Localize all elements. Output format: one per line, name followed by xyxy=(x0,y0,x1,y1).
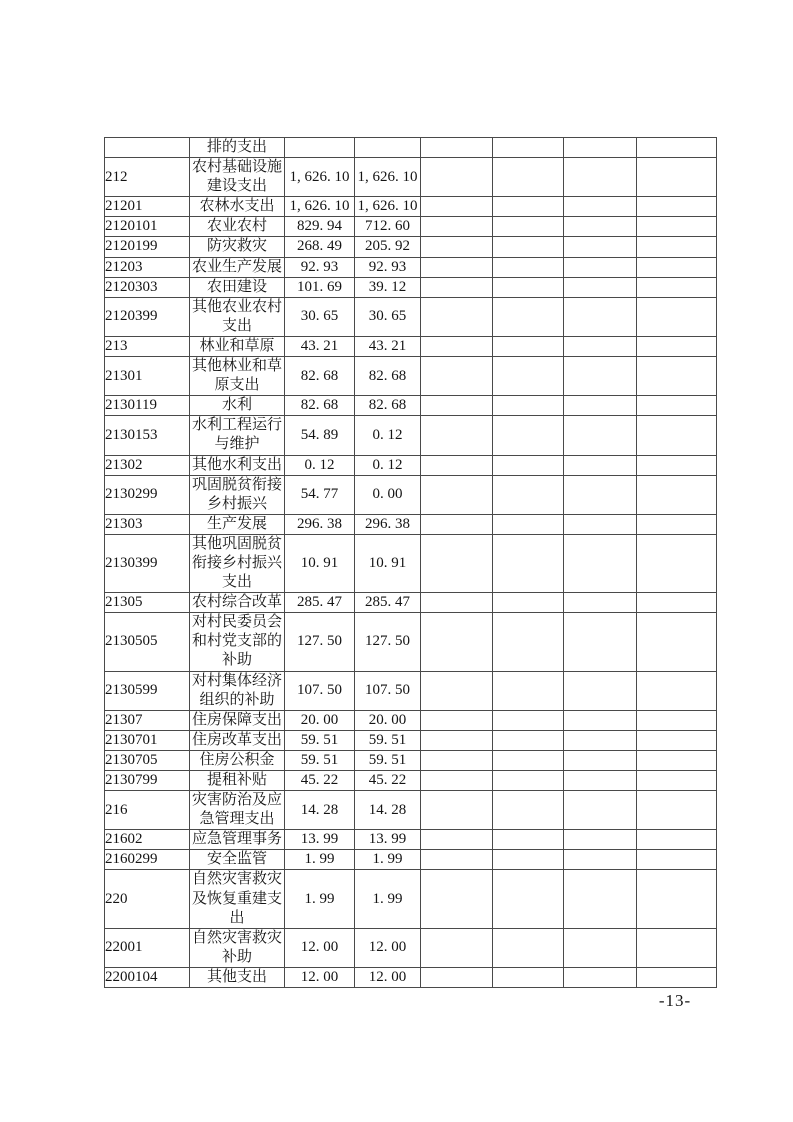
page-number: -13- xyxy=(658,991,692,1010)
budget-table xyxy=(104,137,717,988)
empty-cell xyxy=(493,514,564,534)
amount2-cell: 12. 00 xyxy=(355,967,421,987)
empty-cell xyxy=(421,534,493,592)
code-cell: 2130399 xyxy=(105,534,190,592)
empty-cell xyxy=(421,750,493,770)
empty-cell xyxy=(564,870,637,928)
empty-cell xyxy=(421,514,493,534)
empty-cell xyxy=(564,671,637,710)
empty-cell xyxy=(421,217,493,237)
code-cell: 2120399 xyxy=(105,297,190,336)
empty-cell xyxy=(564,514,637,534)
empty-cell xyxy=(421,158,493,197)
code-cell: 2130505 xyxy=(105,613,190,671)
empty-cell xyxy=(564,730,637,750)
table-row xyxy=(105,237,717,257)
table-row xyxy=(105,357,717,396)
amount2-cell xyxy=(355,138,421,158)
empty-cell xyxy=(421,593,493,613)
empty-cell xyxy=(493,671,564,710)
code-cell: 2130299 xyxy=(105,475,190,514)
amount2-cell: 285. 47 xyxy=(355,593,421,613)
amount1-cell: 13. 99 xyxy=(285,830,355,850)
table-row xyxy=(105,416,717,455)
empty-cell xyxy=(637,158,717,197)
empty-cell xyxy=(421,771,493,791)
amount1-cell: 12. 00 xyxy=(285,967,355,987)
table-row xyxy=(105,257,717,277)
empty-cell xyxy=(637,357,717,396)
amount1-cell: 14. 28 xyxy=(285,791,355,830)
empty-cell xyxy=(421,357,493,396)
empty-cell xyxy=(493,730,564,750)
name-cell: 其他巩固脱贫衔接乡村振兴支出 xyxy=(190,534,285,592)
name-cell: 其他林业和草原支出 xyxy=(190,357,285,396)
name-cell: 灾害防治及应急管理支出 xyxy=(190,791,285,830)
empty-cell xyxy=(564,850,637,870)
empty-cell xyxy=(564,297,637,336)
table-row xyxy=(105,710,717,730)
code-cell: 21602 xyxy=(105,830,190,850)
table-row xyxy=(105,771,717,791)
empty-cell xyxy=(493,830,564,850)
table-row xyxy=(105,730,717,750)
amount2-cell: 92. 93 xyxy=(355,257,421,277)
amount1-cell: 1, 626. 10 xyxy=(285,158,355,197)
name-cell: 防灾救灾 xyxy=(190,237,285,257)
empty-cell xyxy=(637,197,717,217)
amount1-cell: 285. 47 xyxy=(285,593,355,613)
code-cell: 21307 xyxy=(105,710,190,730)
name-cell: 农林水支出 xyxy=(190,197,285,217)
code-cell: 21305 xyxy=(105,593,190,613)
empty-cell xyxy=(637,455,717,475)
amount1-cell: 92. 93 xyxy=(285,257,355,277)
table-row xyxy=(105,870,717,928)
name-cell: 生产发展 xyxy=(190,514,285,534)
table-row xyxy=(105,455,717,475)
amount2-cell: 107. 50 xyxy=(355,671,421,710)
empty-cell xyxy=(564,357,637,396)
amount2-cell: 14. 28 xyxy=(355,791,421,830)
amount2-cell: 82. 68 xyxy=(355,396,421,416)
amount1-cell: 82. 68 xyxy=(285,396,355,416)
empty-cell xyxy=(564,791,637,830)
code-cell: 212 xyxy=(105,158,190,197)
amount1-cell: 45. 22 xyxy=(285,771,355,791)
amount2-cell: 59. 51 xyxy=(355,730,421,750)
code-cell: 2130705 xyxy=(105,750,190,770)
table-row xyxy=(105,197,717,217)
code-cell: 2160299 xyxy=(105,850,190,870)
table-row xyxy=(105,830,717,850)
empty-cell xyxy=(493,771,564,791)
empty-cell xyxy=(421,967,493,987)
amount2-cell: 45. 22 xyxy=(355,771,421,791)
amount2-cell: 12. 00 xyxy=(355,928,421,967)
empty-cell xyxy=(421,297,493,336)
empty-cell xyxy=(493,475,564,514)
table-row xyxy=(105,475,717,514)
name-cell: 农村综合改革 xyxy=(190,593,285,613)
empty-cell xyxy=(493,257,564,277)
empty-cell xyxy=(421,710,493,730)
name-cell: 住房公积金 xyxy=(190,750,285,770)
empty-cell xyxy=(637,217,717,237)
empty-cell xyxy=(564,158,637,197)
code-cell: 2130153 xyxy=(105,416,190,455)
code-cell: 21203 xyxy=(105,257,190,277)
table-row xyxy=(105,277,717,297)
name-cell: 水利工程运行与维护 xyxy=(190,416,285,455)
amount1-cell: 59. 51 xyxy=(285,730,355,750)
table-row xyxy=(105,850,717,870)
empty-cell xyxy=(637,730,717,750)
empty-cell xyxy=(493,217,564,237)
amount1-cell: 20. 00 xyxy=(285,710,355,730)
name-cell: 其他农业农村支出 xyxy=(190,297,285,336)
code-cell: 22001 xyxy=(105,928,190,967)
amount2-cell: 1, 626. 10 xyxy=(355,158,421,197)
code-cell: 2130119 xyxy=(105,396,190,416)
empty-cell xyxy=(564,967,637,987)
name-cell: 自然灾害救灾及恢复重建支出 xyxy=(190,870,285,928)
empty-cell xyxy=(637,671,717,710)
code-cell: 220 xyxy=(105,870,190,928)
empty-cell xyxy=(637,534,717,592)
empty-cell xyxy=(564,336,637,356)
empty-cell xyxy=(493,967,564,987)
amount1-cell: 1. 99 xyxy=(285,850,355,870)
empty-cell xyxy=(493,416,564,455)
name-cell: 巩固脱贫衔接乡村振兴 xyxy=(190,475,285,514)
code-cell: 21302 xyxy=(105,455,190,475)
empty-cell xyxy=(637,277,717,297)
table-row xyxy=(105,613,717,671)
empty-cell xyxy=(493,593,564,613)
budget-table-body xyxy=(105,138,717,988)
code-cell: 2130799 xyxy=(105,771,190,791)
amount2-cell: 0. 12 xyxy=(355,455,421,475)
amount2-cell: 1. 99 xyxy=(355,850,421,870)
table-row xyxy=(105,138,717,158)
empty-cell xyxy=(564,475,637,514)
code-cell: 21301 xyxy=(105,357,190,396)
amount1-cell: 829. 94 xyxy=(285,217,355,237)
amount2-cell: 39. 12 xyxy=(355,277,421,297)
empty-cell xyxy=(637,870,717,928)
table-row xyxy=(105,396,717,416)
amount2-cell: 20. 00 xyxy=(355,710,421,730)
empty-cell xyxy=(637,297,717,336)
empty-cell xyxy=(564,396,637,416)
name-cell: 对村民委员会和村党支部的补助 xyxy=(190,613,285,671)
empty-cell xyxy=(564,237,637,257)
empty-cell xyxy=(493,158,564,197)
amount2-cell: 82. 68 xyxy=(355,357,421,396)
name-cell: 安全监管 xyxy=(190,850,285,870)
name-cell: 提租补贴 xyxy=(190,771,285,791)
amount1-cell: 101. 69 xyxy=(285,277,355,297)
empty-cell xyxy=(637,396,717,416)
code-cell xyxy=(105,138,190,158)
table-row xyxy=(105,928,717,967)
amount1-cell xyxy=(285,138,355,158)
empty-cell xyxy=(493,534,564,592)
empty-cell xyxy=(493,710,564,730)
empty-cell xyxy=(493,850,564,870)
amount1-cell: 127. 50 xyxy=(285,613,355,671)
empty-cell xyxy=(637,257,717,277)
name-cell: 农业生产发展 xyxy=(190,257,285,277)
empty-cell xyxy=(493,928,564,967)
empty-cell xyxy=(564,750,637,770)
amount1-cell: 54. 77 xyxy=(285,475,355,514)
amount1-cell: 54. 89 xyxy=(285,416,355,455)
amount1-cell: 30. 65 xyxy=(285,297,355,336)
empty-cell xyxy=(564,830,637,850)
empty-cell xyxy=(637,613,717,671)
code-cell: 2120199 xyxy=(105,237,190,257)
empty-cell xyxy=(564,197,637,217)
empty-cell xyxy=(421,277,493,297)
amount1-cell: 296. 38 xyxy=(285,514,355,534)
empty-cell xyxy=(493,396,564,416)
table-row xyxy=(105,791,717,830)
amount2-cell: 127. 50 xyxy=(355,613,421,671)
amount2-cell: 0. 12 xyxy=(355,416,421,455)
empty-cell xyxy=(564,710,637,730)
empty-cell xyxy=(421,396,493,416)
empty-cell xyxy=(493,791,564,830)
empty-cell xyxy=(493,197,564,217)
amount2-cell: 10. 91 xyxy=(355,534,421,592)
table-row xyxy=(105,514,717,534)
amount1-cell: 59. 51 xyxy=(285,750,355,770)
empty-cell xyxy=(637,514,717,534)
table-row xyxy=(105,158,717,197)
empty-cell xyxy=(493,613,564,671)
amount1-cell: 0. 12 xyxy=(285,455,355,475)
empty-cell xyxy=(637,475,717,514)
amount1-cell: 43. 21 xyxy=(285,336,355,356)
empty-cell xyxy=(637,830,717,850)
amount2-cell: 0. 00 xyxy=(355,475,421,514)
amount1-cell: 107. 50 xyxy=(285,671,355,710)
empty-cell xyxy=(564,138,637,158)
code-cell: 2120303 xyxy=(105,277,190,297)
name-cell: 住房保障支出 xyxy=(190,710,285,730)
empty-cell xyxy=(564,593,637,613)
empty-cell xyxy=(421,791,493,830)
name-cell: 其他水利支出 xyxy=(190,455,285,475)
empty-cell xyxy=(493,336,564,356)
table-row xyxy=(105,593,717,613)
table-row xyxy=(105,534,717,592)
empty-cell xyxy=(493,357,564,396)
empty-cell xyxy=(421,613,493,671)
empty-cell xyxy=(493,138,564,158)
name-cell: 应急管理事务 xyxy=(190,830,285,850)
empty-cell xyxy=(493,750,564,770)
empty-cell xyxy=(564,613,637,671)
name-cell: 对村集体经济组织的补助 xyxy=(190,671,285,710)
name-cell: 林业和草原 xyxy=(190,336,285,356)
empty-cell xyxy=(564,217,637,237)
code-cell: 216 xyxy=(105,791,190,830)
empty-cell xyxy=(637,710,717,730)
amount2-cell: 1. 99 xyxy=(355,870,421,928)
empty-cell xyxy=(421,197,493,217)
code-cell: 2120101 xyxy=(105,217,190,237)
empty-cell xyxy=(493,237,564,257)
amount1-cell: 10. 91 xyxy=(285,534,355,592)
empty-cell xyxy=(564,771,637,791)
empty-cell xyxy=(493,870,564,928)
amount2-cell: 43. 21 xyxy=(355,336,421,356)
amount2-cell: 1, 626. 10 xyxy=(355,197,421,217)
amount2-cell: 205. 92 xyxy=(355,237,421,257)
table-row xyxy=(105,750,717,770)
name-cell: 农田建设 xyxy=(190,277,285,297)
amount2-cell: 296. 38 xyxy=(355,514,421,534)
empty-cell xyxy=(637,237,717,257)
name-cell: 自然灾害救灾补助 xyxy=(190,928,285,967)
empty-cell xyxy=(637,750,717,770)
code-cell: 213 xyxy=(105,336,190,356)
table-row xyxy=(105,671,717,710)
empty-cell xyxy=(564,416,637,455)
empty-cell xyxy=(493,455,564,475)
empty-cell xyxy=(637,593,717,613)
amount1-cell: 12. 00 xyxy=(285,928,355,967)
empty-cell xyxy=(421,237,493,257)
empty-cell xyxy=(564,534,637,592)
empty-cell xyxy=(637,138,717,158)
empty-cell xyxy=(637,791,717,830)
name-cell: 排的支出 xyxy=(190,138,285,158)
amount2-cell: 712. 60 xyxy=(355,217,421,237)
code-cell: 2130599 xyxy=(105,671,190,710)
empty-cell xyxy=(421,870,493,928)
empty-cell xyxy=(421,455,493,475)
empty-cell xyxy=(637,336,717,356)
empty-cell xyxy=(421,416,493,455)
empty-cell xyxy=(637,416,717,455)
empty-cell xyxy=(637,850,717,870)
empty-cell xyxy=(421,671,493,710)
amount2-cell: 30. 65 xyxy=(355,297,421,336)
empty-cell xyxy=(421,928,493,967)
empty-cell xyxy=(564,277,637,297)
empty-cell xyxy=(564,257,637,277)
empty-cell xyxy=(493,297,564,336)
empty-cell xyxy=(421,138,493,158)
empty-cell xyxy=(637,928,717,967)
empty-cell xyxy=(421,830,493,850)
code-cell: 2130701 xyxy=(105,730,190,750)
empty-cell xyxy=(493,277,564,297)
amount2-cell: 13. 99 xyxy=(355,830,421,850)
code-cell: 21303 xyxy=(105,514,190,534)
name-cell: 其他支出 xyxy=(190,967,285,987)
table-row xyxy=(105,336,717,356)
empty-cell xyxy=(564,928,637,967)
empty-cell xyxy=(564,455,637,475)
empty-cell xyxy=(421,730,493,750)
name-cell: 水利 xyxy=(190,396,285,416)
name-cell: 农村基础设施建设支出 xyxy=(190,158,285,197)
name-cell: 住房改革支出 xyxy=(190,730,285,750)
empty-cell xyxy=(637,771,717,791)
table-row xyxy=(105,297,717,336)
amount2-cell: 59. 51 xyxy=(355,750,421,770)
code-cell: 21201 xyxy=(105,197,190,217)
empty-cell xyxy=(421,336,493,356)
amount1-cell: 82. 68 xyxy=(285,357,355,396)
amount1-cell: 1, 626. 10 xyxy=(285,197,355,217)
empty-cell xyxy=(421,850,493,870)
name-cell: 农业农村 xyxy=(190,217,285,237)
empty-cell xyxy=(421,475,493,514)
amount1-cell: 1. 99 xyxy=(285,870,355,928)
empty-cell xyxy=(421,257,493,277)
table-row xyxy=(105,217,717,237)
empty-cell xyxy=(637,967,717,987)
table-row xyxy=(105,967,717,987)
code-cell: 2200104 xyxy=(105,967,190,987)
amount1-cell: 268. 49 xyxy=(285,237,355,257)
